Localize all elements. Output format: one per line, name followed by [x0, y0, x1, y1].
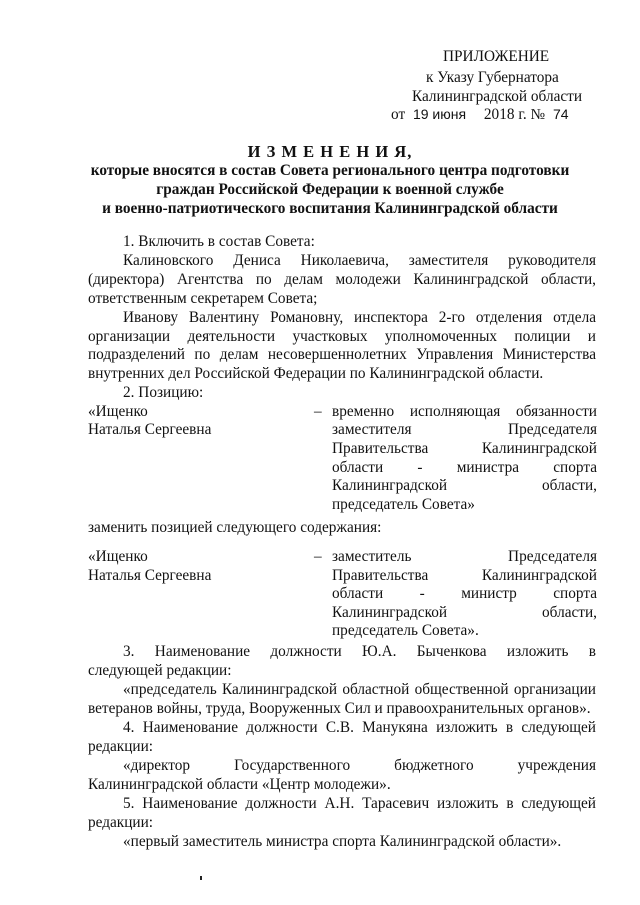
date-prefix: от: [391, 106, 406, 123]
region-label: Калининградской области: [412, 88, 583, 105]
document-heading: И З М Е Н Е Н И Я,: [247, 142, 413, 161]
old-person-surname: «Ищенко: [88, 403, 148, 420]
item-4-line-1: 4. Наименование должности С.В. Манукяна изложить в следующей: [123, 719, 596, 736]
item-4-quote-line-1: «директор Государственного бюджетного учреждения: [123, 757, 596, 774]
decree-year-number-label: 2018 г. №: [483, 106, 546, 123]
item-4-quote-line-2: Калининградской области «Центр молодежи».: [88, 776, 391, 793]
new-position-line-5: председатель Совета».: [332, 622, 479, 639]
old-position-line-5: Калининградской области,: [332, 477, 597, 494]
old-position-line-6: председатель Совета»: [332, 496, 475, 513]
old-position-dash: –: [314, 403, 322, 420]
title-line-1: которые вносятся в состав Совета регионального центра подготовки: [90, 162, 570, 179]
item-1-p1-line-2: (директора) Агентства по делам молодежи Калининградской области,: [88, 271, 596, 288]
item-4-line-2: редакции:: [88, 738, 154, 755]
item-1-p2-line-2: организации деятельности участковых уполномоченных полиции и: [88, 328, 596, 345]
item-1-p1-line-1: Калиновского Дениса Николаевича, заместителя руководителя: [123, 252, 596, 269]
item-5-quote: «первый заместитель министра спорта Калининградской области».: [123, 833, 562, 850]
item-1-p2-line-4: внутренних дел Российской Федерации по Калининградской области.: [88, 365, 544, 382]
title-line-2: граждан Российской Федерации к военной службе: [156, 181, 504, 198]
new-position-line-2: Правительства Калининградской: [332, 567, 597, 584]
decree-number: 74: [552, 106, 569, 122]
decree-reference: к Указу Губернатора: [426, 69, 559, 86]
page-mark: [200, 876, 202, 880]
old-position-line-4: области - министра спорта: [332, 459, 597, 476]
appendix-label: ПРИЛОЖЕНИЕ: [443, 48, 550, 65]
old-position-line-1: временно исполняющая обязанности: [332, 403, 597, 420]
item-1-p1-line-3: ответственным секретарем Совета;: [88, 290, 318, 307]
item-3-quote-line-1: «председатель Калининградской областной общественной организации: [123, 681, 596, 698]
decree-date: 19 июня: [412, 106, 467, 122]
item-3-line-1: 3. Наименование должности Ю.А. Быченкова изложить в: [123, 643, 596, 660]
new-position-line-4: Калининградской области,: [332, 604, 597, 621]
new-person-given-names: Наталья Сергеевна: [88, 567, 212, 584]
old-position-line-2: заместителя Председателя: [332, 421, 597, 438]
item-2-intro: 2. Позицию:: [123, 384, 204, 401]
new-position-line-1: заместитель Председателя: [332, 548, 597, 565]
item-1-p2-line-3: подразделений по делам несовершеннолетних Управления Министерства: [88, 346, 596, 363]
new-position-dash: –: [314, 548, 322, 565]
decree-date-line: [391, 106, 569, 124]
replace-with-line: заменить позицией следующего содержания:: [88, 519, 382, 536]
new-person-surname: «Ищенко: [88, 548, 148, 565]
title-line-3: и военно-патриотического воспитания Калининградской области: [102, 200, 558, 217]
old-person-given-names: Наталья Сергеевна: [88, 421, 212, 438]
item-5-line-1: 5. Наименование должности А.Н. Тарасевич изложить в следующей: [123, 795, 596, 812]
item-1-intro: 1. Включить в состав Совета:: [123, 233, 315, 250]
item-1-p2-line-1: Иванову Валентину Романовну, инспектора 2-го отделения отдела: [123, 309, 596, 326]
old-position-line-3: Правительства Калининградской: [332, 440, 597, 457]
item-5-line-2: редакции:: [88, 814, 154, 831]
item-3-quote-line-2: ветеранов войны, труда, Вооруженных Сил и правоохранительных органов».: [88, 700, 591, 717]
new-position-line-3: области - министр спорта: [332, 585, 597, 602]
item-3-line-2: следующей редакции:: [88, 662, 232, 679]
